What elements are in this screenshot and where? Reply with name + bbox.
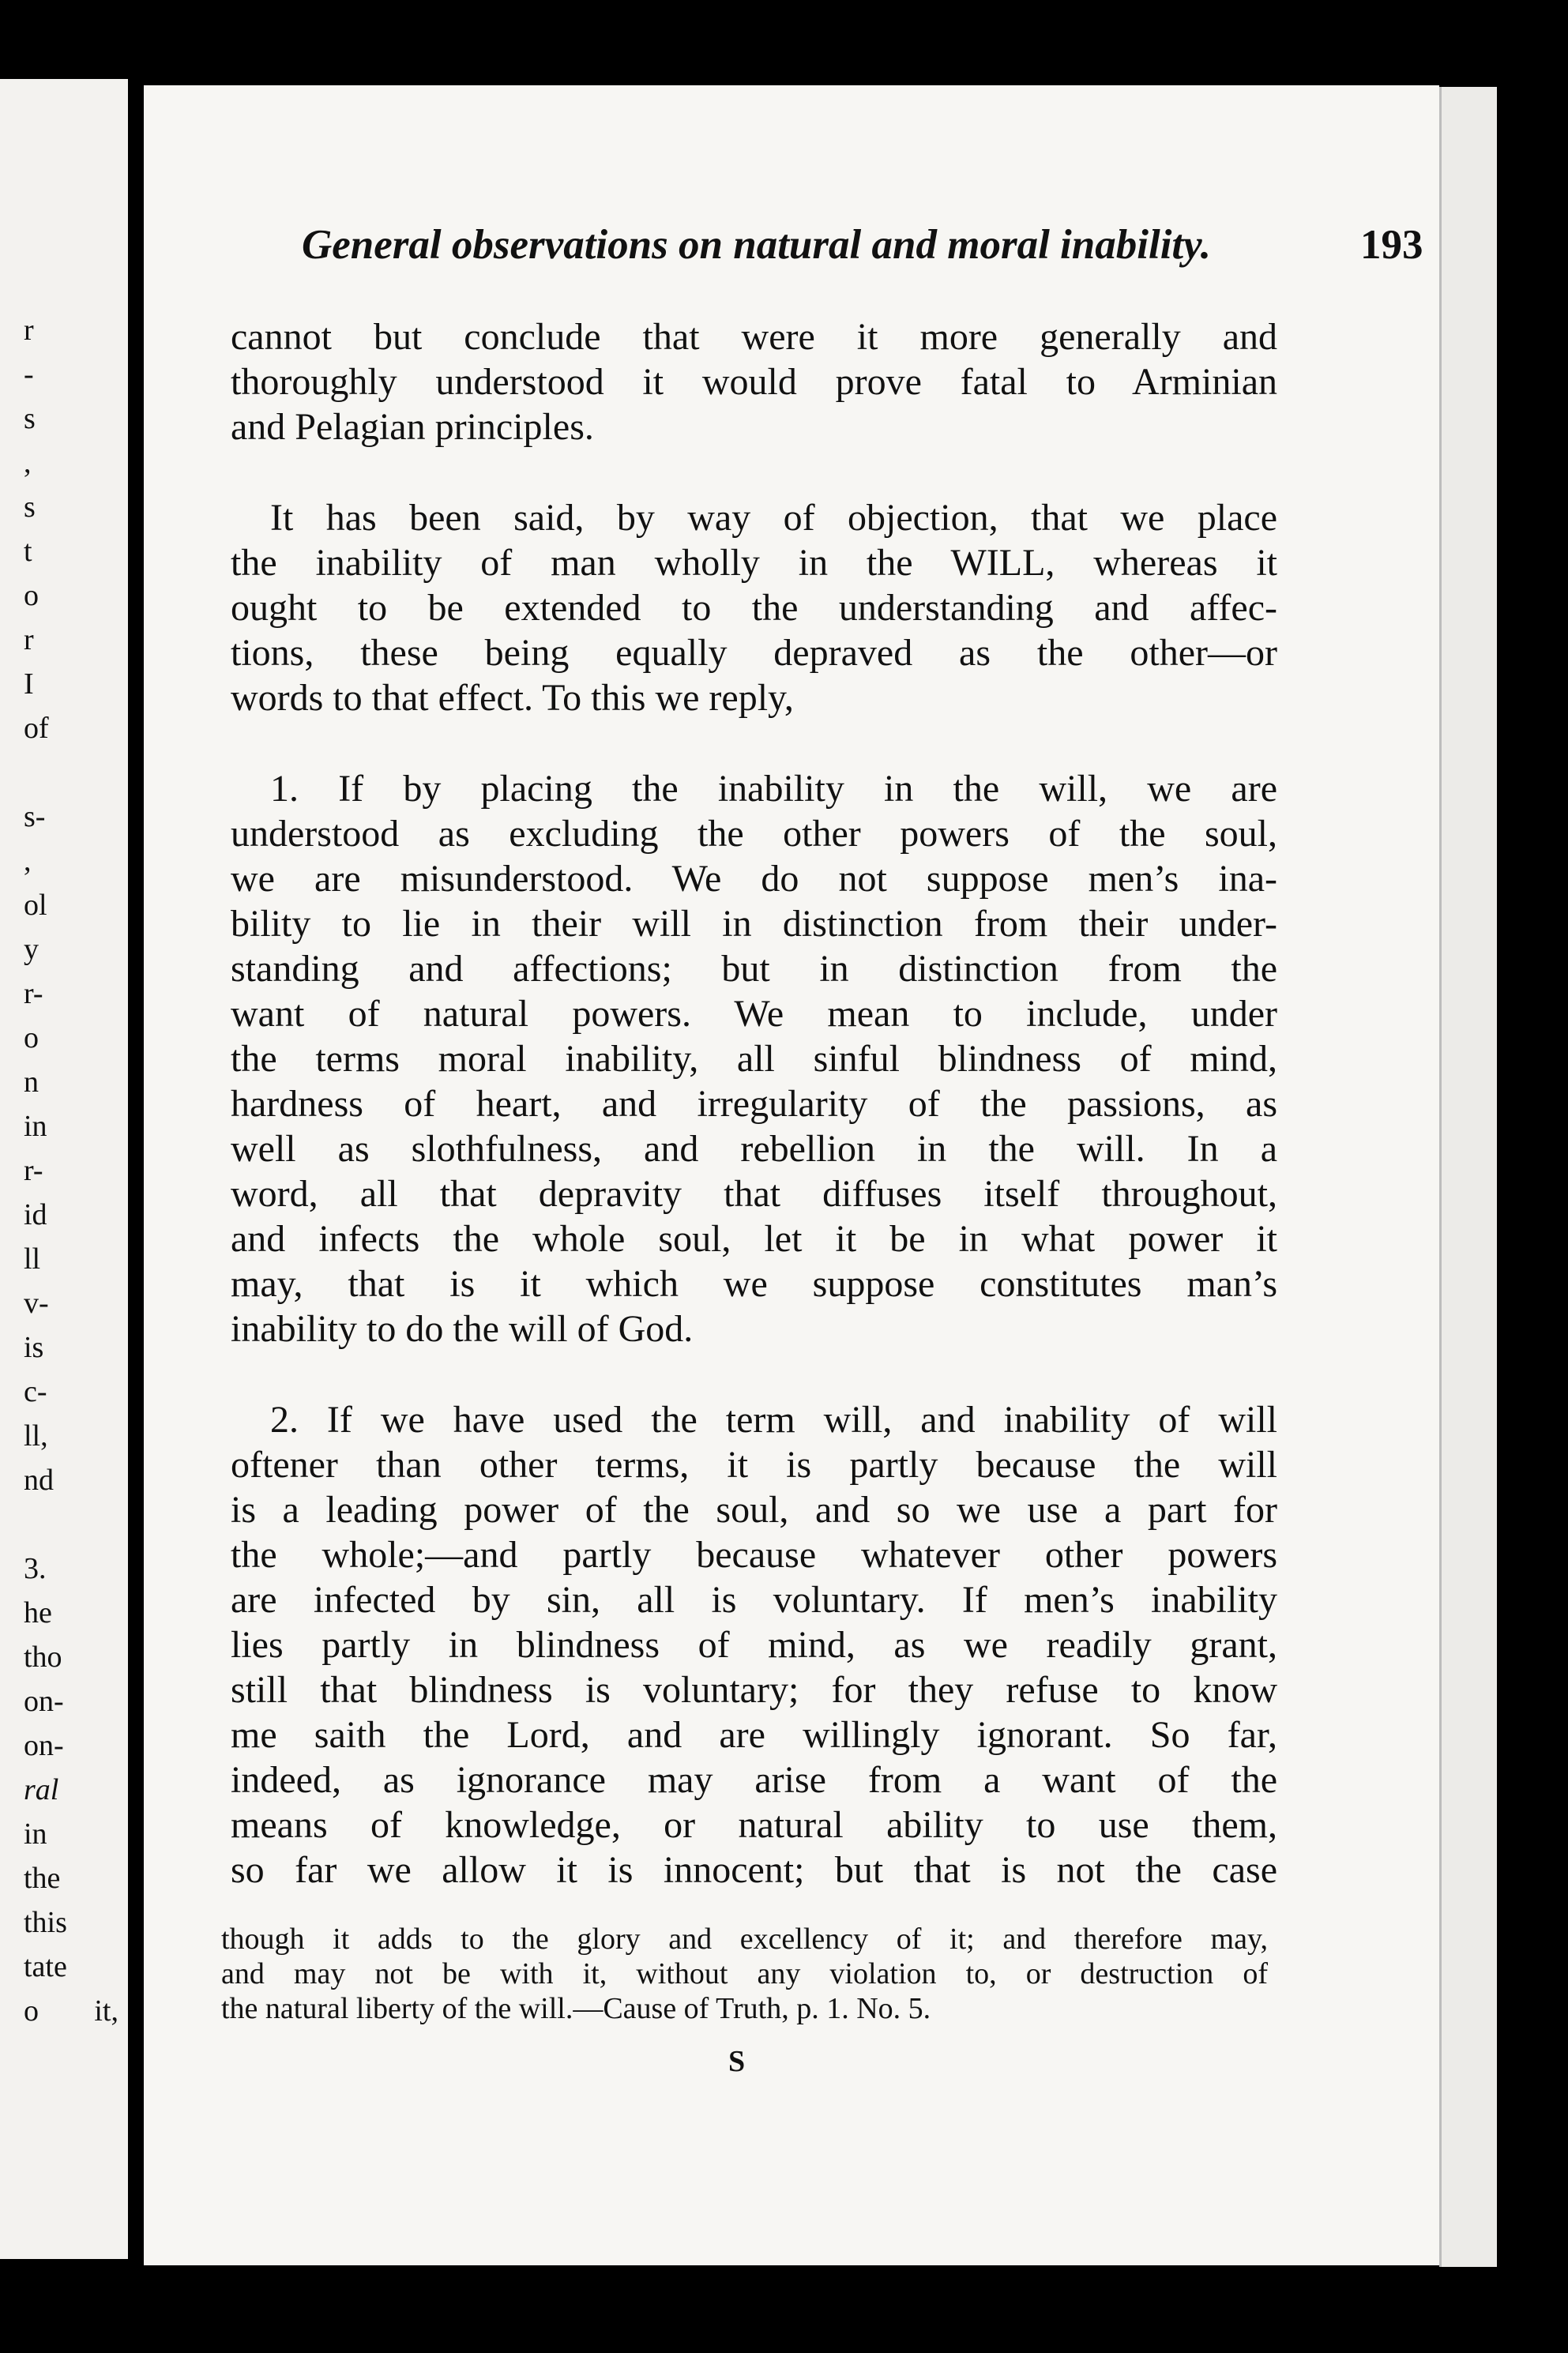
fragment: ,: [24, 844, 32, 878]
text-line: the inability of man wholly in the WILL, whereas it: [231, 542, 1277, 584]
fragment: tho: [24, 1641, 62, 1674]
footnote-line: though it adds to the glory and excellency of it; and therefore may,: [221, 1923, 1268, 1956]
fragment: y: [24, 933, 39, 966]
fragment: ol: [24, 889, 47, 922]
left-facing-page: [0, 79, 128, 2259]
page-edge: [1439, 87, 1497, 2267]
text-line: word, all that depravity that diffuses itself throughout,: [231, 1173, 1277, 1215]
fragment: this: [24, 1906, 67, 1939]
fragment: ll: [24, 1242, 41, 1276]
fragment: o: [24, 579, 39, 612]
fragment: on-: [24, 1685, 64, 1718]
text-line: standing and affections; but in distinction from the: [231, 948, 1277, 990]
fragment: t: [24, 535, 32, 568]
fragment: he: [24, 1596, 52, 1629]
footnote: [221, 1922, 1268, 2026]
text-line: we are misunderstood. We do not suppose men’s ina-: [231, 858, 1277, 900]
fragment: ,: [24, 446, 32, 479]
book-page: [144, 85, 1439, 2265]
text-line: understood as excluding the other powers of the soul,: [231, 813, 1277, 855]
running-head: General observations on natural and moral inability.: [302, 222, 1211, 268]
text-line: still that blindness is voluntary; for they refuse to know: [231, 1669, 1277, 1711]
text-line: words to that effect. To this we reply,: [231, 677, 794, 719]
left-page-text-fragments: [24, 308, 118, 2033]
body-text: [231, 314, 1277, 1938]
fragment: nd: [24, 1464, 54, 1497]
fragment: n: [24, 1066, 39, 1099]
text-line: It has been said, by way of objection, that we place: [270, 497, 1277, 539]
fragment: v-: [24, 1287, 49, 1320]
text-line: cannot but conclude that were it more generally and: [231, 316, 1277, 358]
fragment: is: [24, 1331, 44, 1364]
text-line: hardness of heart, and irregularity of the passions, as: [231, 1083, 1277, 1125]
fragment: [24, 750, 118, 795]
fragment: on-: [24, 1729, 64, 1762]
text-line: inability to do the will of God.: [231, 1308, 694, 1350]
fragment: r-: [24, 977, 43, 1010]
footnote-line: the natural liberty of the will.—Cause of Truth, p. 1. No. 5.: [221, 1992, 931, 2025]
fragment: tate: [24, 1950, 67, 1983]
text-line: well as slothfulness, and rebellion in the will. In a: [231, 1128, 1277, 1170]
fragment: in: [24, 1817, 47, 1851]
fragment: 3.: [24, 1552, 47, 1585]
fragment: ll,: [24, 1419, 48, 1453]
paragraph: [231, 495, 1277, 720]
text-line: is a leading power of the soul, and so we use a part for: [231, 1489, 1277, 1531]
fragment: s-: [24, 800, 46, 833]
fragment: r: [24, 623, 34, 656]
paragraph: [231, 1397, 1277, 1893]
text-line: me saith the Lord, and are willingly ignorant. So far,: [231, 1714, 1277, 1756]
fragment: ral: [24, 1773, 59, 1806]
signature-mark: S: [728, 2045, 746, 2078]
text-line: ought to be extended to the understanding and affec-: [231, 587, 1277, 629]
fragment: r: [24, 314, 34, 347]
text-line: 1. If by placing the inability in the will, we are: [270, 768, 1277, 810]
fragment: s: [24, 491, 36, 524]
fragment: o: [24, 1021, 39, 1054]
fragment: o it,: [24, 1994, 118, 2028]
book-gutter: [128, 79, 144, 2259]
text-line: and infects the whole soul, let it be in what power it: [231, 1218, 1277, 1260]
text-line: 2. If we have used the term will, and inability of will: [270, 1399, 1277, 1441]
text-line: and Pelagian principles.: [231, 406, 594, 448]
fragment: in: [24, 1110, 47, 1143]
fragment: r-: [24, 1154, 43, 1187]
text-line: bility to lie in their will in distinction from their under-: [231, 903, 1277, 945]
fragment: of: [24, 712, 49, 745]
text-line: are infected by sin, all is voluntary. If men’s inability: [231, 1579, 1277, 1621]
fragment: [24, 1502, 118, 1547]
text-line: means of knowledge, or natural ability to use them,: [231, 1804, 1277, 1846]
fragment: the: [24, 1862, 61, 1895]
text-line: want of natural powers. We mean to include, under: [231, 993, 1277, 1035]
text-line: may, that is it which we suppose constitutes man’s: [231, 1263, 1277, 1305]
fragment: s: [24, 402, 36, 435]
fragment: -: [24, 358, 34, 391]
text-line: so far we allow it is innocent; but that is not the case: [231, 1849, 1277, 1891]
page-number: 193: [1360, 222, 1423, 268]
text-line: lies partly in blindness of mind, as we readily grant,: [231, 1624, 1277, 1666]
text-line: thoroughly understood it would prove fatal to Arminian: [231, 361, 1277, 403]
fragment: id: [24, 1198, 47, 1231]
text-line: tions, these being equally depraved as the other—or: [231, 632, 1277, 674]
paragraph: [231, 314, 1277, 449]
text-line: the whole;—and partly because whatever other powers: [231, 1534, 1277, 1576]
text-line: the terms moral inability, all sinful blindness of mind,: [231, 1038, 1277, 1080]
fragment: I: [24, 667, 34, 701]
text-line: indeed, as ignorance may arise from a want of the: [231, 1759, 1277, 1801]
paragraph: [231, 766, 1277, 1351]
fragment: c-: [24, 1375, 47, 1408]
text-line: oftener than other terms, it is partly because the will: [231, 1444, 1277, 1486]
footnote-line: and may not be with it, without any violation to, or destruction of: [221, 1957, 1268, 1990]
